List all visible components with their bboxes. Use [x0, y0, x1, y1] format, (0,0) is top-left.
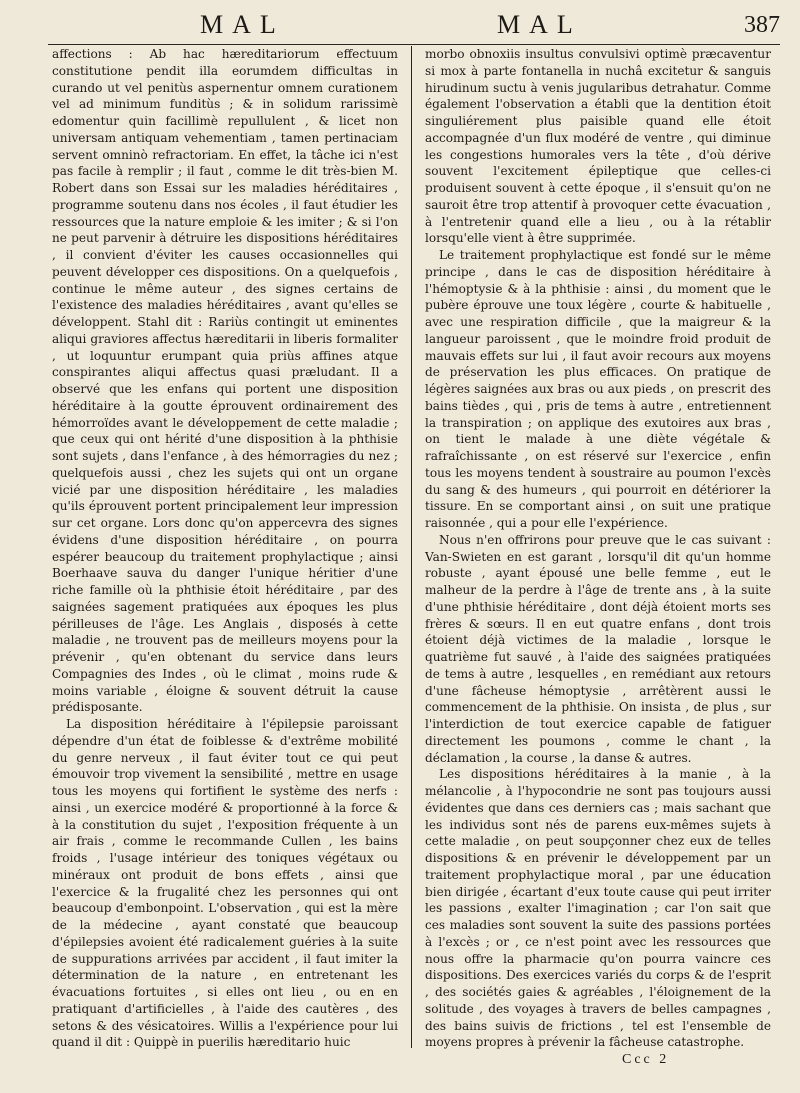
paragraph: La disposition héréditaire à l'épilepsie paroissant dépendre d'un état de foiblesse & d'extrême mobilité du genre nerveux , il faut éviter tout ce qui peut émouvoir trop vivement la sensibilité , mettre en usage tous les moyens qui fortifient le système des nerfs : ainsi , un exercice modéré & proportionné à la force & à la constitution du sujet , l'exposition fréquente à un air frais , comme le recommande Cullen , les bains froids , l'usage intérieur des toniques végétaux ou minéraux ont produit de bons effets , ainsi que l'exercice & la frugalité chez les personnes qui ont beaucoup d'embonpoint. L'observation , qui est la mère de la médecine , ayant constaté que beaucoup d'épilepsies avoient été radicalement guéries à la suite de suppurations arrivées par accident , il faut imiter la détermination de la nature , en entretenant les évacuations fortuites , si elles ont lieu , ou en en pratiquant d'artificielles , à l'aide des cautères , des setons & des vésicatoires. Willis a l'expérience pour lui quand il dit : Quippè in puerilis hæreditario huic — [52, 717, 398, 1050]
header-rule — [48, 44, 780, 45]
column-divider — [411, 46, 412, 1048]
page-number: 387 — [744, 12, 780, 38]
paragraph: Les dispositions héréditaires à la manie , à la mélancolie , à l'hypocondrie ne sont pas toujours aussi évidentes que dans ces derniers cas ; mais sachant que les individus sont nés de parens eux-mêmes sujets à cette maladie , on peut soupçonner chez eux de telles dispositions & en prévenir le développement par un traitement prophylactique moral , par une éducation bien dirigée , écartant d'eux toute cause qui peut irriter les passions , exalter l'imagination ; car l'on sait que ces maladies sont souvent la suite des passions portées à l'excès ; or , ce n'est point avec les ressources que nous offre la pharmacie qu'on pourra vaincre ces dispositions. Des exercices variés du corps & de l'esprit , des sociétés gaies & agréables , l'éloignement de la solitude , des voyages à travers de belles campagnes , des bains suivis de frictions , tel est l'ensemble de moyens propres à prévenir la fâcheuse catastrophe. — [425, 767, 771, 1050]
paragraph: Le traitement prophylactique est fondé sur le même principe , dans le cas de disposition héréditaire à l'hémoptysie & à la phthisie : ainsi , du moment que le pubère éprouve une toux légère , courte & habituelle , avec une respiration difficile , que la maigreur & la langueur paroissent , que le moindre froid produit de mauvais effets sur lui , il faut avoir recours aux moyens de préservation les plus efficaces. On pratique de légères saignées aux bras ou aux pieds , on prescrit des bains tièdes , qui , pris de tems à autre , entretiennent la transpiration ; on applique des exutoires aux bras , on tient le malade à une diète végétale & rafraîchissante , on est réservé sur l'exercice , enfin tous les moyens tendent à soustraire au poumon l'excès du sang & des humeurs , qui pourroit en détériorer la tissure. En se comportant ainsi , on suit une pratique raisonnée , qui a pour elle l'expérience. — [425, 248, 771, 530]
paragraph: affections : Ab hac hæreditariorum effectuum constitutione pendit illa eorumdem difficultas in curando ut vel penitùs aspernentur omnem curationem vel ad minimum funditùs ; & in solidum rarissimè edomentur quin facillimè repullulent , & licet non universam antiquam vehementiam , tamen pertinaciam servent omninò refractoriam. En effet, la tâche ici n'est pas facile à remplir ; il faut , comme le dit très-bien M. Robert dans son Essai sur les maladies héréditaires , programme soutenu dans nos écoles , il faut étudier les ressources que la nature emploie & les imiter ; & si l'on ne peut parvenir à détruire les dispositions héréditaires , il convient d'éviter les causes occasionnelles qui peuvent développer ces dispositions. On a quelquefois , continue le même auteur , des signes certains de l'existence des maladies héréditaires , avant qu'elles se développent. Stahl dit : Rariùs contingit ut eminentes aliqui graviores affectus hæreditarii in liberis formaliter , ut loquuntur erumpant quia priùs affines atque conspirantes aliqui affectus quasi præludant. Il a observé que les enfans qui portent une disposition héréditaire à la goutte éprouvent ordinairement des hémorroïdes avant le développement de cette maladie ; que ceux qui ont hérité d'une disposition à la phthisie sont sujets , dans l'enfance , à des hémorragies du nez ; quelquefois aussi , chez les sujets qui ont un organe vicié par une disposition héréditaire , les maladies qu'ils éprouvent portent principalement leur impression sur cet organe. Lors donc qu'on appercevra des signes évidens d'une disposition héréditaire , on pourra espérer beaucoup du traitement prophylactique ; ainsi Boerhaave sauva du danger l'unique héritier d'une riche famille où la phthisie étoit héréditaire , par des saignées sagement pratiquées aux époques les plus périlleuses de l'âge. Les Anglais , disposés à cette maladie , ne trouvent pas de meilleurs moyens pour la prévenir , qu'en obtenant du service dans leurs Compagnies des Indes , où le climat , moins rude & moins variable , éloigne & souvent détruit la cause prédisposante. — [52, 47, 398, 715]
header-right-word: MAL — [497, 10, 582, 39]
running-header — [0, 10, 800, 44]
paragraph: Nous n'en offrirons pour preuve que le cas suivant : Van-Swieten en est garant , lorsqu'il dit qu'un homme robuste , ayant épousé une belle femme , eut le malheur de la perdre à l'âge de trente ans , à la suite d'une phthisie héréditaire , dont déjà étoient morts ses frères & sœurs. Il en eut quatre enfans , dont trois étoient déjà victimes de la maladie , lorsque le quatrième fut sauvé , à l'aide des saignées pratiquées de tems à autre , lesquelles , en remédiant aux retours d'une fâcheuse hémoptysie , arrêtèrent aussi le commencement de la phthisie. On insista , de plus , sur l'interdiction de tout exercice capable de fatiguer directement les poumons , comme le chant , la déclamation , la course , la danse & autres. — [425, 532, 771, 765]
right-column — [425, 46, 771, 1051]
paragraph: morbo obnoxiis insultus convulsivi optimè præcaventur si mox à parte fontanella in nuchâ excitetur & sanguis hirudinum suctu à venis jugularibus detrahatur. Comme également l'observation a établi que la dentition étoit singuliérement plus paisible quand elle étoit accompagnée d'un flux modéré de ventre , qui diminue les congestions humorales vers la tête , d'où dérive souvent l'excitement épileptique que celles-ci produisent souvent à cette époque , il s'ensuit qu'on ne sauroit être trop attentif à provoquer cette évacuation , à l'entretenir quand elle a lieu , ou à la rétablir lorsqu'elle vient à être supprimée. — [425, 47, 771, 246]
signature-mark: Ccc 2 — [622, 1052, 670, 1067]
left-column — [52, 46, 398, 1051]
header-left-word: MAL — [200, 10, 285, 39]
